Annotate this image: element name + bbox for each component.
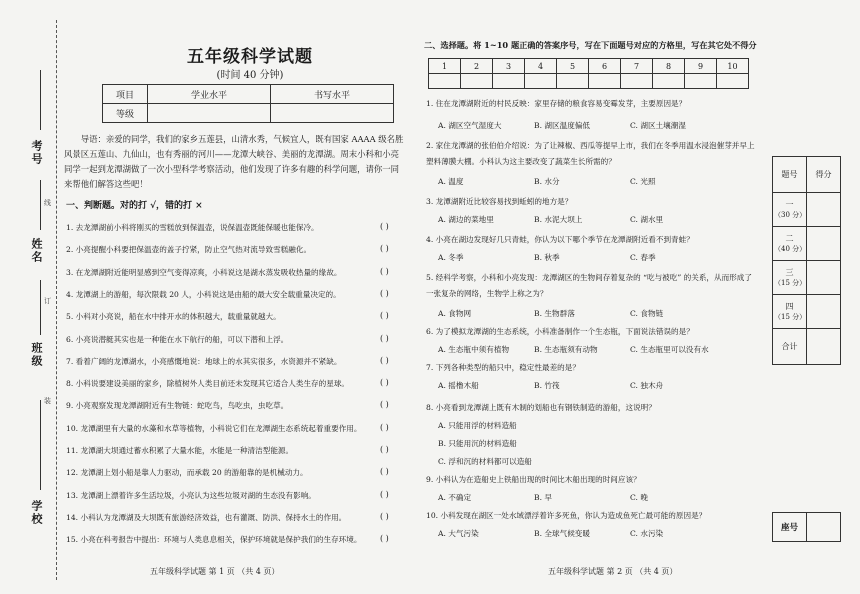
judge-answer-paren[interactable]: ( ): [380, 311, 389, 321]
school-label: 学校: [30, 500, 43, 526]
choice-option-a: A. 生态瓶中须有植物: [438, 345, 510, 354]
answer-grid-number: 1: [429, 59, 461, 74]
judge-answer-paren[interactable]: ( ): [380, 422, 389, 432]
answer-grid-number: 5: [557, 59, 589, 74]
choice-option-a: A. 食物网: [438, 309, 472, 318]
choice-question: 8. 小亮看到龙潭湖上既有木制的划船也有钢铁制造的游船，这说明？: [426, 403, 656, 412]
seat-number-label: 座号: [773, 513, 807, 542]
page-subtitle: (时间 40 分钟): [216, 70, 284, 81]
choice-option-a: A. 不确定: [438, 493, 472, 502]
grade-writing-cell[interactable]: [271, 104, 394, 123]
choice-option-a: A. 温度: [438, 177, 464, 186]
grade-header-item: 项目: [103, 85, 148, 104]
answer-grid-cell[interactable]: [685, 74, 717, 89]
binding-mark-zhuang: 装: [44, 397, 51, 405]
exam-number-line: [40, 70, 41, 130]
answer-grid-number: 9: [685, 59, 717, 74]
exam-number-label: 考号: [30, 140, 43, 166]
choice-option-b: B. 生物群落: [534, 309, 575, 318]
class-label: 班级: [30, 342, 43, 368]
judge-answer-paren[interactable]: ( ): [380, 445, 389, 454]
seat-number-box: [772, 512, 841, 542]
choice-question: 9. 小科认为在造船史上铁船出现的时间比木船出现的时间应该？: [426, 475, 641, 484]
answer-grid-cell[interactable]: [525, 74, 557, 89]
answer-grid-cell[interactable]: [429, 74, 461, 89]
answer-grid-cell[interactable]: [461, 74, 493, 89]
name-label: 姓名: [30, 238, 43, 264]
choice-option-c: C. 湖区土壤潮湿: [630, 121, 686, 130]
choice-option-c: C. 春季: [630, 253, 656, 262]
choice-option-c: C. 湖水里: [630, 215, 664, 224]
judge-question: 3. 在龙潭湖附近能明显感到空气变得凉爽，小科说这是湖水蒸发吸收热量的缘故。: [66, 267, 342, 277]
seat-number-cell[interactable]: [807, 513, 841, 542]
choice-option-c: C. 浮和沉的材料都可以造船: [438, 457, 532, 466]
answer-grid-cell[interactable]: [621, 74, 653, 89]
name-line: [40, 180, 41, 230]
score-cell-4[interactable]: [807, 295, 841, 329]
answer-grid-cell[interactable]: [589, 74, 621, 89]
judge-answer-paren[interactable]: ( ): [380, 222, 389, 231]
binding-mark-xian: 线: [44, 199, 51, 207]
grade-row-label: 等级: [103, 104, 148, 123]
judge-answer-paren[interactable]: ( ): [380, 400, 389, 410]
judge-question: 15. 小亮在科考报告中提出：环境与人类息息相关，保护环境就是保护我们的生存环境。: [66, 535, 362, 545]
judge-question: 12. 龙潭湖上划小船是靠人力驱动，而承载 20 的游船靠的是机械动力。: [66, 468, 308, 478]
judge-question: 4. 龙潭湖上的游船，每次限载 20 人，小科说这是由船的最大安全载重量决定的。: [66, 289, 341, 299]
score-cell-2[interactable]: [807, 227, 841, 261]
choice-option-b: B. 全球气候变暖: [534, 529, 590, 538]
choice-option-b: B. 秋季: [534, 253, 560, 262]
judge-answer-paren[interactable]: ( ): [380, 355, 389, 365]
choice-question: 6. 为了模拟龙潭湖的生态系统，小科准备制作一个生态瓶，下面说法错误的是？: [426, 327, 694, 336]
grade-table: [102, 84, 394, 123]
score-row-4: 四 （15 分）: [773, 295, 807, 329]
score-cell-3[interactable]: [807, 261, 841, 295]
choice-question: 7. 下列各种类型的船只中，稳定性最差的是？: [426, 363, 580, 372]
answer-grid-number: 3: [493, 59, 525, 74]
choice-question: 10. 小科发现在湖区一处水域漂浮着许多死鱼，你认为造成鱼死亡最可能的原因是？: [426, 511, 707, 520]
choice-option-a: A. 冬季: [438, 253, 464, 262]
page-1-footer: 五年级科学试题 第 1 页 （共 4 页）: [150, 567, 280, 576]
choice-option-b: B. 竹筏: [534, 381, 560, 390]
choice-option-a: A. 湖区空气湿度大: [438, 121, 502, 130]
section-1-heading: 一、判断题。对的打 √，错的打 ×: [66, 201, 203, 211]
choice-option-b: B. 湖区温度偏低: [534, 121, 590, 130]
judge-answer-paren[interactable]: ( ): [380, 511, 389, 521]
answer-grid-cell[interactable]: [557, 74, 589, 89]
answer-grid-cell[interactable]: [717, 74, 749, 89]
judge-answer-paren[interactable]: ( ): [380, 288, 389, 298]
judge-answer-paren[interactable]: ( ): [380, 378, 389, 388]
score-total-label: 合计: [773, 329, 807, 365]
judge-answer-paren[interactable]: ( ): [380, 266, 389, 276]
score-header-question: 题号: [773, 157, 807, 193]
answer-grid-number: 7: [621, 59, 653, 74]
choice-option-b: B. 只能用沉的材料造船: [438, 439, 517, 448]
section-2-heading: 二、选择题。将 1~10 题正确的答案序号，写在下面题号对应的方格里，写在其它处不得分: [424, 40, 757, 50]
answer-grid-number: 4: [525, 59, 557, 74]
intro-paragraph: 导语：亲爱的同学，我们的家乡五莲县，山清水秀，气候宜人，既有国家 AAAA 级名胜风景区五莲山、九仙山，也有秀丽的河川——龙潭大峡谷、美丽的龙潭湖。周末小科和小亮同学一起到龙潭湖做了一次小型科学考察活动，他们发现了许多有趣的科学问题，请你一同来帮他们解答这些吧！: [64, 134, 404, 189]
class-line: [40, 280, 41, 335]
choice-option-c: C. 食物链: [630, 309, 664, 318]
choice-option-b: B. 水分: [534, 177, 560, 186]
choice-option-a: A. 湖边的菜地里: [438, 215, 494, 224]
judge-answer-paren[interactable]: ( ): [380, 489, 389, 499]
score-header-score: 得分: [807, 157, 841, 193]
choice-option-a: A. 只能用浮的材料造船: [438, 421, 517, 430]
answer-grid-cell[interactable]: [493, 74, 525, 89]
judge-answer-paren[interactable]: ( ): [380, 534, 389, 544]
judge-question: 8. 小科说要建设美丽的家乡，除植树外人类目前还未发现其它适合人类生存的星球。: [66, 379, 350, 389]
grade-header-academic: 学业水平: [148, 85, 271, 104]
choice-question: 1. 住在龙潭湖附近的村民反映：家里存储的粮食容易变霉发芽，主要原因是？: [426, 99, 687, 108]
judge-question: 9. 小亮观察发现龙潭湖附近有生物链：蛇吃鸟，鸟吃虫，虫吃草。: [66, 401, 289, 411]
choice-option-a: A. 摇橹木船: [438, 381, 479, 390]
answer-grid-number: 6: [589, 59, 621, 74]
choice-option-b: B. 早: [534, 493, 553, 502]
choice-option-b: B. 生态瓶须有动物: [534, 345, 598, 354]
score-cell-1[interactable]: [807, 193, 841, 227]
judge-answer-paren[interactable]: ( ): [380, 244, 389, 254]
judge-question: 1. 去龙潭湖前小科将刚买的雪糕放到保温壶，说保温壶既能保暖也能保冷。: [66, 223, 319, 232]
answer-grid-number: 8: [653, 59, 685, 74]
page-2-footer: 五年级科学试题 第 2 页 （共 4 页）: [548, 567, 678, 576]
grade-header-writing: 书写水平: [271, 85, 394, 104]
choice-question: 5. 经科学考察，小科和小亮发现：龙潭湖区的生物间存着复杂的 “吃与被吃” 的关系，从而形成了一张复杂的网络，生物学上称之为？: [426, 273, 752, 298]
choice-option-b: B. 水泥大坝上: [534, 215, 583, 224]
choice-option-c: C. 水污染: [630, 529, 664, 538]
score-row-2: 二 （40 分）: [773, 227, 807, 261]
score-total-cell[interactable]: [807, 329, 841, 365]
judge-question: 11. 龙潭湖大坝通过蓄水积累了大量水能，水能是一种清洁型能源。: [66, 446, 294, 455]
judge-question: 6. 小亮说潜艇其实也是一种能在水下航行的船，可以下潜和上浮。: [66, 334, 289, 344]
choice-option-c: C. 独木舟: [630, 381, 664, 390]
answer-grid-number: 2: [461, 59, 493, 74]
judge-question: 13. 龙潭湖上漂着许多生活垃圾，小亮认为这些垃圾对湖的生态没有影响。: [66, 490, 316, 500]
choice-option-c: C. 光照: [630, 177, 656, 186]
score-table: [772, 156, 841, 365]
choice-question: 4. 小亮在湖边发现好几只青蛙，你认为以下哪个季节在龙潭湖附近看不到青蛙？: [426, 235, 694, 244]
school-line: [40, 400, 41, 490]
choice-question: 2. 家住龙潭湖的张伯伯介绍说：为了让辣椒、西瓜等提早上市，我们在冬季用温水浸泡催芽并早上塑料薄膜大棚。小科认为这主要改变了蔬菜生长所需的？: [426, 141, 755, 166]
judge-question: 7. 看着广阔的龙潭湖水，小亮感慨地说：地球上的水其实很多，水资源并不紧缺。: [66, 356, 342, 366]
choice-option-c: C. 晚: [630, 493, 648, 502]
answer-grid-number: 10: [717, 59, 749, 74]
answer-grid-cell[interactable]: [653, 74, 685, 89]
judge-answer-paren[interactable]: ( ): [380, 467, 389, 477]
binding-dashed-line: [56, 20, 57, 580]
grade-academic-cell[interactable]: [148, 104, 271, 123]
judge-answer-paren[interactable]: ( ): [380, 333, 389, 343]
judge-question: 2. 小亮提醒小科要把保温壶的盖子拧紧，防止空气热对流导致雪糕融化。: [66, 245, 312, 255]
choice-question: 3. 龙潭湖附近比较容易找到蚯蚓的地方是？: [426, 197, 573, 206]
judge-question: 10. 龙潭湖里有大量的水藻和水草等植物，小科说它们在龙潭湖生态系统起着重要作用。: [66, 423, 362, 433]
score-row-3: 三 （15 分）: [773, 261, 807, 295]
judge-question: 14. 小科认为龙潭湖及大坝既有旅游经济效益，也有灌溉、防洪、保持水土的作用。: [66, 512, 347, 522]
score-row-1: 一 （30 分）: [773, 193, 807, 227]
judge-question: 5. 小科对小亮说，船在水中排开水的体积越大，载重量就越大。: [66, 312, 281, 322]
binding-mark-ding: 订: [44, 297, 51, 305]
choice-option-a: A. 大气污染: [438, 529, 479, 538]
choice-option-c: C. 生态瓶里可以没有水: [630, 345, 709, 354]
answer-grid: [428, 58, 749, 89]
page-title: 五年级科学试题: [187, 47, 313, 67]
